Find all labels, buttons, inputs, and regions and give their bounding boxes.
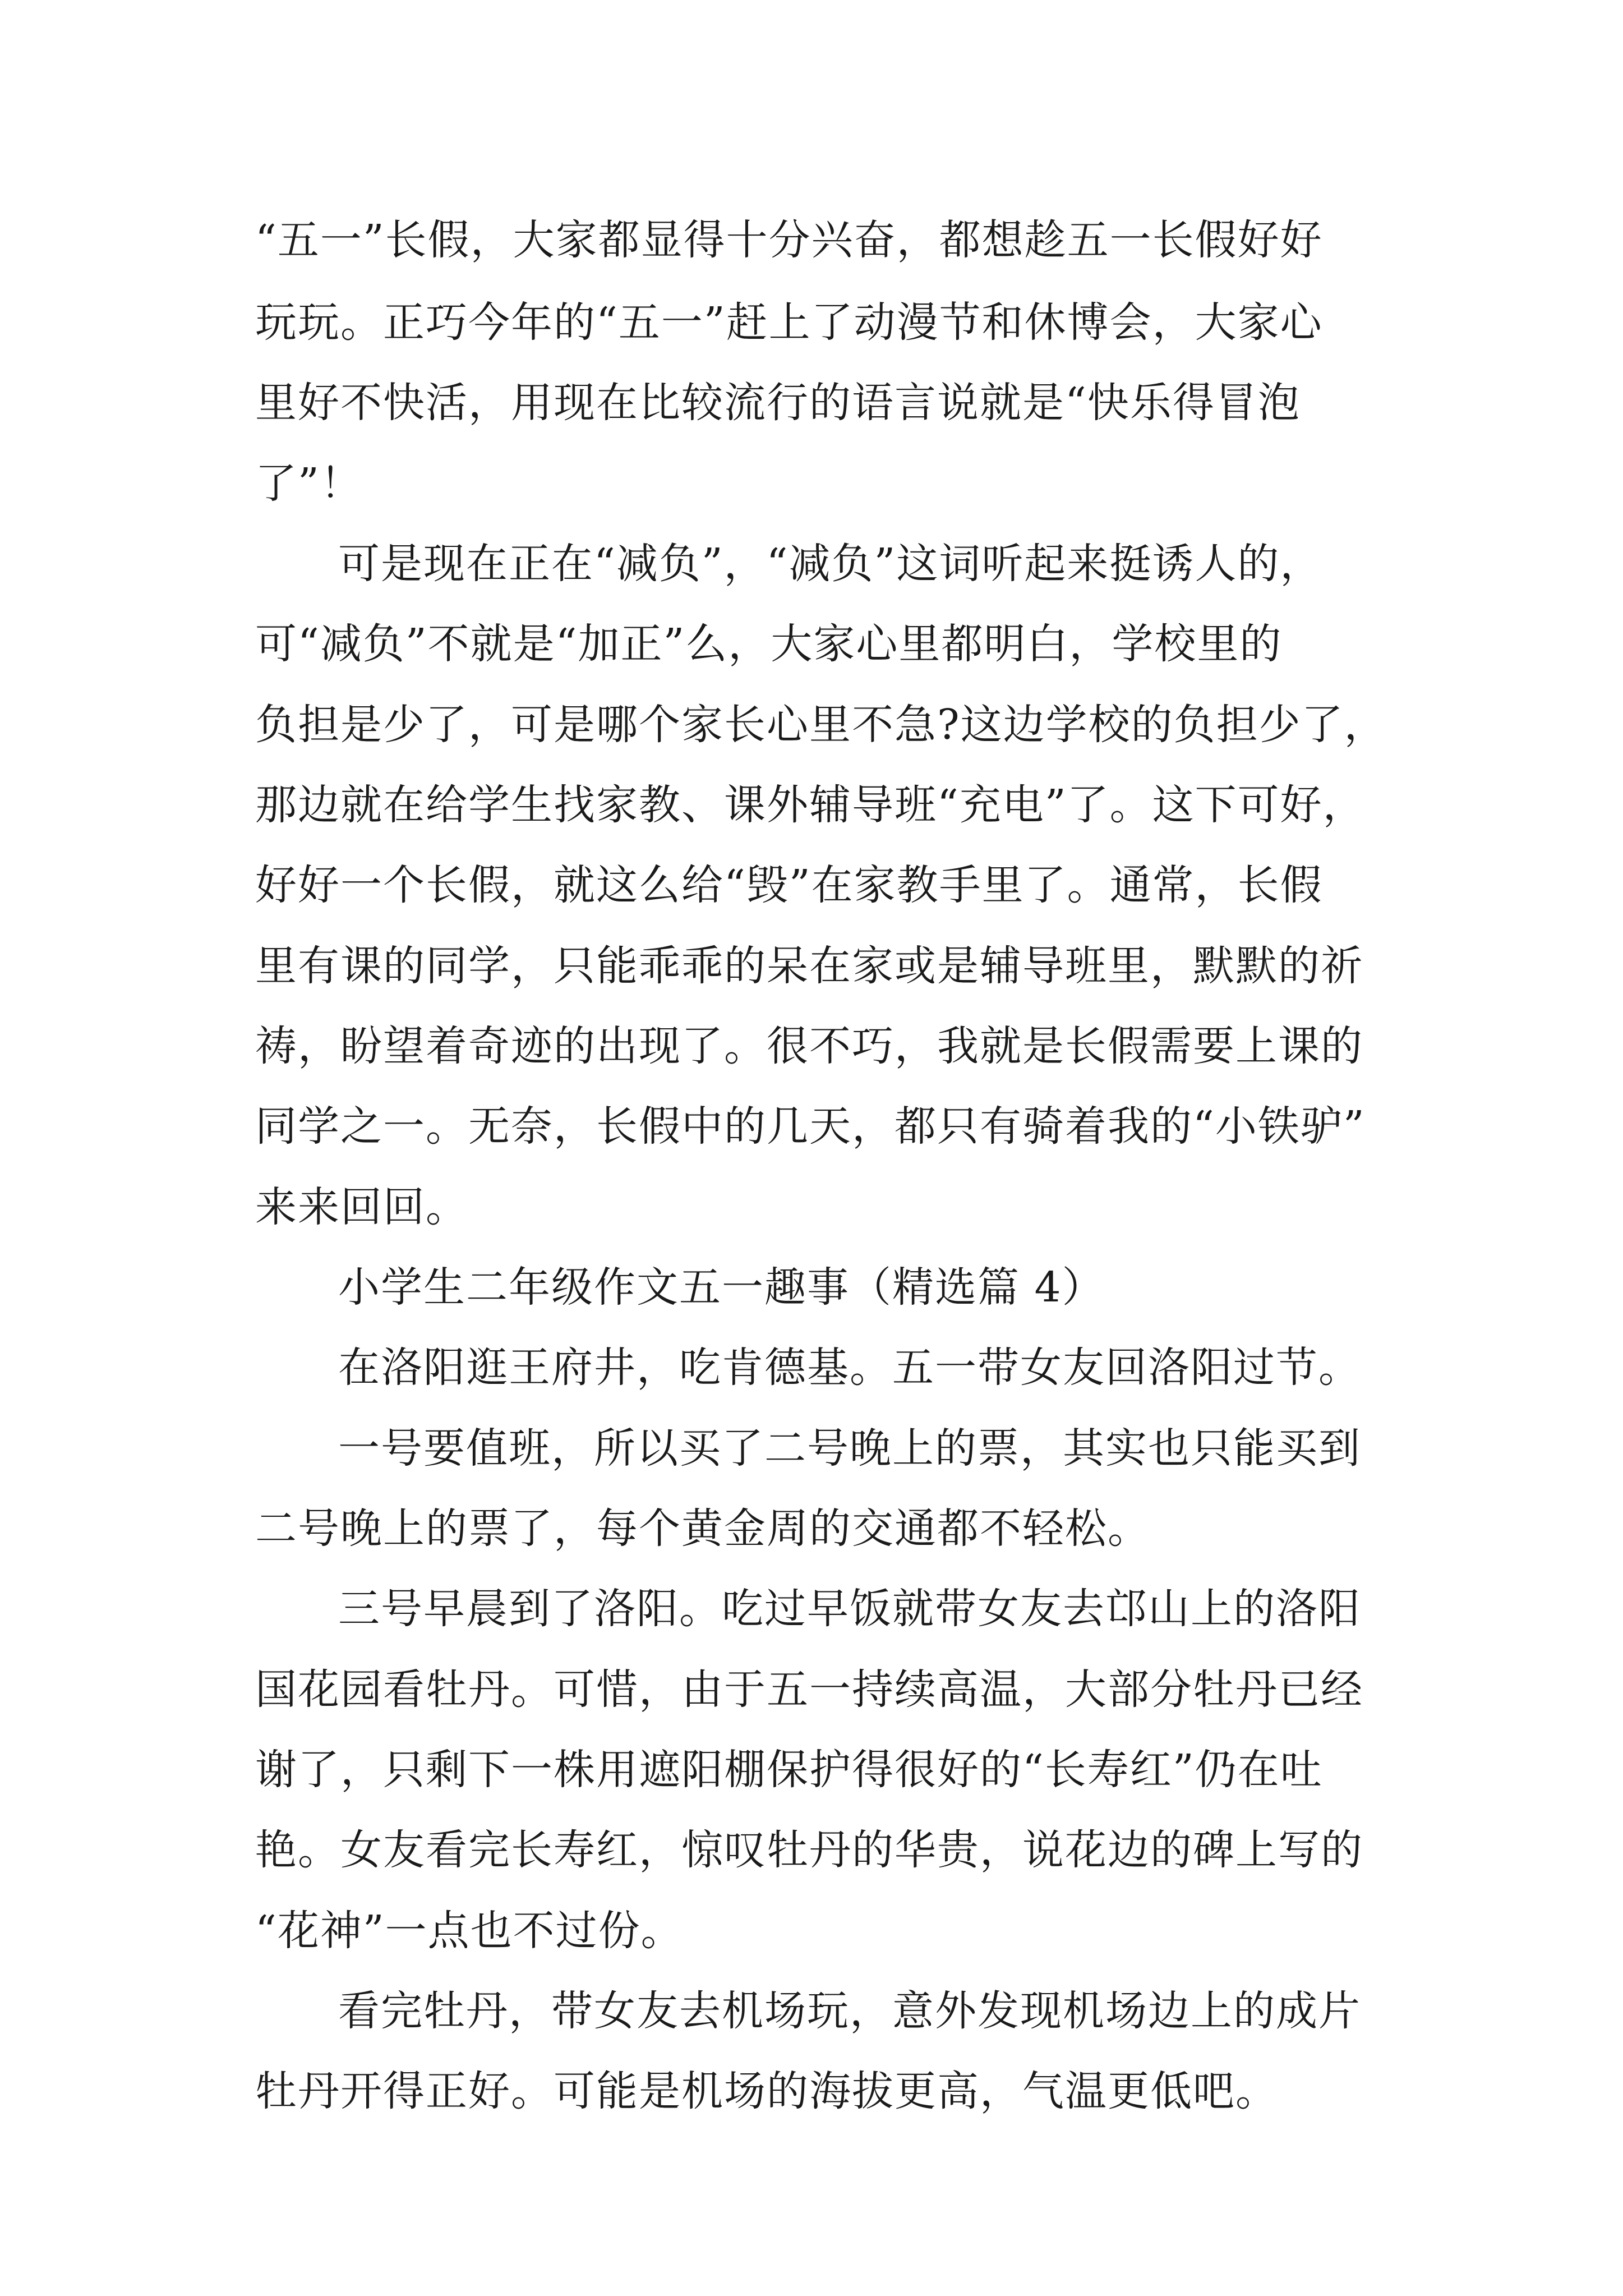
paragraph-start-line: 看完牡丹，带女友去机场玩，意外发现机场边上的成片 — [338, 1987, 1361, 2035]
paragraph-start-line: 一号要值班，所以买了二号晚上的票，其实也只能买到 — [338, 1424, 1361, 1473]
text-line: “五一”长假，大家都显得十分兴奋，都想趁五一长假好好 — [255, 216, 1323, 264]
text-line: 那边就在给学生找家教、课外辅导班“充电”了。这下可好， — [255, 781, 1366, 829]
paragraph-start-line: 在洛阳逛王府井，吃肯德基。五一带女友回洛阳过节。 — [338, 1343, 1361, 1392]
text-line: “花神”一点也不过份。 — [255, 1907, 684, 1955]
text-line: 好好一个长假，就这么给“毁”在家教手里了。通常，长假 — [255, 861, 1323, 909]
text-line: 玩玩。正巧今年的“五一”赶上了动漫节和休博会，大家心 — [255, 298, 1323, 347]
paragraph-start-line: 可是现在正在“减负”，“减负”这词听起来挺诱人的， — [338, 540, 1323, 588]
text-line: 负担是少了，可是哪个家长心里不急?这边学校的负担少了， — [255, 701, 1387, 749]
text-line: 里好不快活，用现在比较流行的语言说就是“快乐得冒泡 — [255, 379, 1301, 427]
text-line: 可“减负”不就是“加正”么，大家心里都明白，学校里的 — [255, 620, 1283, 668]
text-line: 牡丹开得正好。可能是机场的海拔更高，气温更低吧。 — [255, 2067, 1278, 2115]
text-line: 祷，盼望着奇迹的出现了。很不巧，我就是长假需要上课的 — [255, 1022, 1363, 1070]
text-line: 同学之一。无奈，长假中的几天，都只有骑着我的“小铁驴” — [255, 1102, 1366, 1151]
text-line: 里有课的同学，只能乖乖的呆在家或是辅导班里，默默的祈 — [255, 942, 1363, 990]
text-line: 谢了，只剩下一株用遮阳棚保护得很好的“长寿红”仍在吐 — [255, 1746, 1323, 1794]
text-line: 国花园看牡丹。可惜，由于五一持续高温，大部分牡丹已经 — [255, 1665, 1363, 1714]
text-line: 二号晚上的票了，每个黄金周的交通都不轻松。 — [255, 1504, 1150, 1553]
paragraph-start-line: 三号早晨到了洛阳。吃过早饭就带女友去邙山上的洛阳 — [338, 1585, 1361, 1633]
section-heading: 小学生二年级作文五一趣事（精选篇 4） — [338, 1263, 1105, 1312]
text-line: 了”！ — [255, 459, 363, 508]
text-line: 艳。女友看完长寿红，惊叹牡丹的华贵，说花边的碑上写的 — [255, 1826, 1363, 1874]
text-line: 来来回回。 — [255, 1183, 468, 1231]
